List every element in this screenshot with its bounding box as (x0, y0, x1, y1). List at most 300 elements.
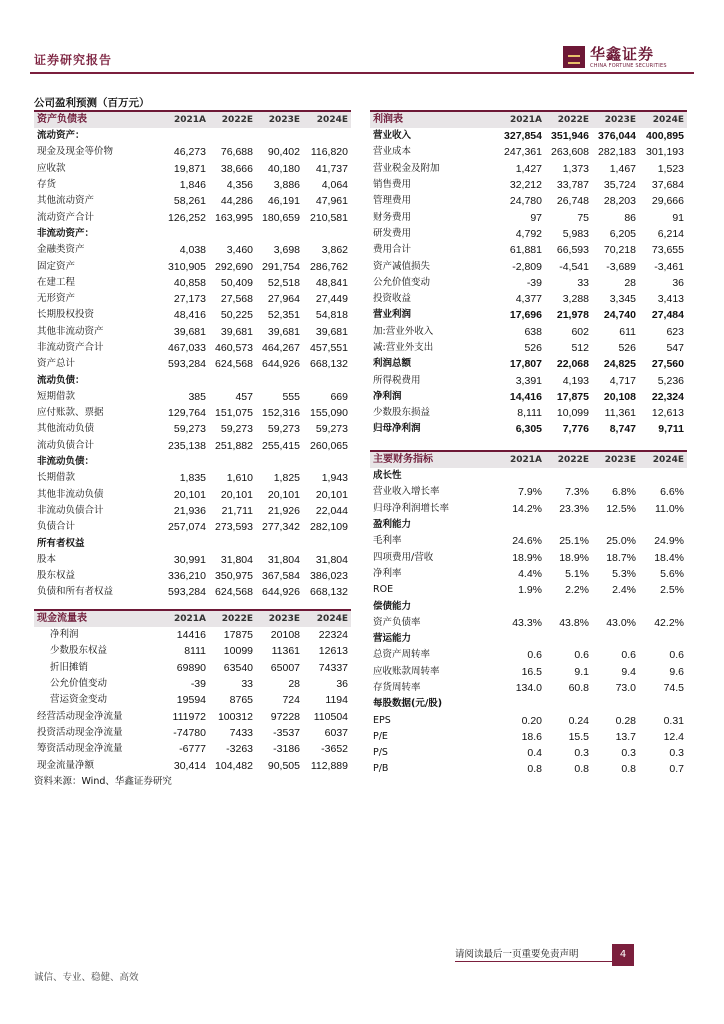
value-cell: 59,273 (220, 423, 253, 436)
table-row (370, 405, 687, 421)
value-cell: 111972 (172, 710, 206, 723)
row-label: 净利润 (373, 390, 402, 402)
value-cell: 59,273 (173, 423, 206, 436)
value-cell: 512 (571, 342, 589, 354)
value-cell: 24,825 (603, 358, 636, 371)
value-cell: 4,038 (179, 244, 206, 257)
value-cell: -3,461 (654, 260, 684, 273)
logo-chinese-name: 华鑫证券 (590, 45, 655, 63)
value-cell: 48,416 (173, 309, 206, 322)
value-cell: 301,193 (646, 146, 684, 159)
value-cell: 21,926 (267, 504, 300, 517)
row-label: 营业成本 (373, 146, 412, 158)
table-title: 主要财务指标 (370, 451, 498, 468)
row-label: 应付账款、票据 (37, 407, 104, 419)
row-label: 营业收入增长率 (373, 486, 440, 498)
year-header: 2023E (256, 610, 303, 627)
value-cell: 0.6 (621, 649, 636, 662)
row-label: 无形资产 (37, 293, 76, 305)
value-cell: 17875 (223, 629, 253, 642)
value-cell: 43.8% (559, 616, 589, 629)
section-label: 营运能力 (373, 633, 412, 645)
table-row (34, 177, 351, 193)
value-cell: 104,482 (215, 759, 253, 772)
table-header-row (370, 451, 687, 468)
value-cell: 39,681 (267, 325, 300, 338)
table-row (34, 324, 351, 340)
value-cell: 31,804 (220, 553, 253, 566)
value-cell (639, 631, 687, 647)
value-cell: 59,273 (267, 423, 300, 436)
table-row (370, 242, 687, 258)
value-cell: 22,044 (315, 504, 348, 517)
year-header: 2022E (209, 610, 256, 627)
value-cell: 27,173 (173, 293, 206, 306)
value-cell: 1,825 (273, 472, 300, 485)
section-label: 所有者权益 (37, 537, 85, 549)
page-number: 4 (612, 944, 634, 966)
value-cell: 11361 (271, 645, 300, 658)
value-cell: 7.3% (565, 486, 589, 499)
value-cell: 20108 (270, 629, 300, 642)
value-cell: 37,684 (651, 179, 684, 192)
value-cell: 27,568 (220, 293, 253, 306)
year-header: 2021A (162, 610, 209, 627)
value-cell: 6,305 (515, 423, 542, 436)
table-row (370, 729, 687, 745)
row-label: 应收款 (37, 162, 66, 174)
row-label: 股本 (37, 553, 57, 565)
table-row (370, 421, 687, 437)
table-row (370, 275, 687, 291)
value-cell: 23.3% (559, 502, 589, 515)
value-cell: 97228 (270, 710, 300, 723)
table-caption: 公司盈利预测（百万元） (34, 97, 150, 109)
value-cell: 4.4% (518, 567, 542, 580)
year-header: 2023E (592, 451, 639, 468)
value-cell: 467,033 (168, 342, 206, 354)
table-header-row (370, 111, 687, 128)
value-cell: 5.1% (565, 567, 589, 580)
table-title: 利润表 (370, 111, 498, 128)
row-label: 现金及现金等价物 (37, 146, 114, 158)
value-cell: 61,881 (509, 244, 542, 257)
value-cell: 644,926 (262, 358, 300, 371)
value-cell: 50,225 (220, 309, 253, 322)
table-row (370, 615, 687, 631)
table-row (370, 647, 687, 663)
table-row (370, 745, 687, 761)
table-row (370, 664, 687, 680)
value-cell: 3,288 (562, 293, 589, 306)
value-cell: 1,523 (657, 162, 684, 175)
value-cell: 611 (619, 325, 636, 338)
value-cell: 5,983 (562, 227, 589, 240)
table-row (34, 291, 351, 307)
table-row (34, 307, 351, 323)
value-cell: 457,551 (310, 342, 348, 354)
logo-mark-icon (563, 46, 585, 68)
value-cell: 0.6 (669, 649, 684, 662)
value-cell (592, 696, 639, 712)
row-label: 公允价值变动 (50, 678, 108, 690)
value-cell: 36 (336, 678, 348, 691)
section-label: 每股数据(元/股) (373, 698, 443, 710)
section-label: 流动负债： (37, 374, 85, 386)
value-cell: 7,776 (562, 423, 589, 436)
row-label: 在建工程 (37, 276, 76, 288)
row-label: 其他非流动负债 (37, 488, 104, 500)
table-row (370, 340, 687, 356)
value-cell: -3263 (226, 743, 253, 756)
table-row (34, 258, 351, 274)
table-row (370, 484, 687, 500)
value-cell: 14416 (176, 629, 206, 642)
value-cell: 90,402 (267, 146, 300, 159)
year-header: 2024E (639, 451, 687, 468)
value-cell: 593,284 (168, 586, 206, 599)
value-cell (303, 128, 351, 144)
table-row (370, 389, 687, 405)
value-cell: 54,818 (315, 309, 348, 322)
row-label: 毛利率 (373, 535, 402, 547)
value-cell: 39,681 (315, 325, 348, 338)
value-cell: 24.9% (654, 535, 684, 548)
value-cell: 91 (672, 211, 684, 224)
value-cell: 10,099 (556, 407, 589, 420)
table-row (370, 566, 687, 582)
value-cell: 27,560 (651, 358, 684, 371)
row-label: 投资收益 (373, 293, 412, 305)
value-cell: 9.1 (574, 665, 589, 678)
value-cell (162, 226, 209, 242)
value-cell (209, 372, 256, 388)
row-label: 长期借款 (37, 472, 76, 484)
year-header: 2024E (303, 111, 351, 128)
value-cell: 70,218 (603, 244, 636, 257)
value-cell: -3652 (321, 743, 348, 756)
table-row (34, 340, 351, 356)
row-label: 研发费用 (373, 227, 412, 239)
table-row (34, 503, 351, 519)
value-cell: 20,101 (315, 488, 348, 501)
value-cell (209, 454, 256, 470)
table-row (370, 631, 687, 647)
table-row (370, 161, 687, 177)
value-cell: 310,905 (168, 260, 206, 273)
value-cell: 8,111 (517, 407, 542, 420)
value-cell: 0.28 (615, 714, 636, 727)
value-cell: 668,132 (310, 358, 348, 371)
report-type-label: 证券研究报告 (34, 53, 113, 67)
value-cell: 32,212 (509, 179, 542, 192)
value-cell: 6.6% (660, 486, 684, 499)
row-label: 长期股权投资 (37, 309, 95, 321)
value-cell: 20,101 (267, 488, 300, 501)
row-label: 管理费用 (373, 195, 412, 207)
value-cell (256, 535, 303, 551)
value-cell: 22324 (318, 629, 348, 642)
value-cell: 386,023 (310, 570, 348, 583)
row-label: 减:营业外支出 (373, 342, 434, 353)
year-header: 2022E (545, 111, 592, 128)
table-row (34, 552, 351, 568)
value-cell: 21,936 (173, 504, 206, 517)
row-label: 股东权益 (37, 570, 76, 582)
value-cell: 17,875 (556, 390, 589, 403)
table-header-row (34, 111, 351, 128)
year-header: 2021A (162, 111, 209, 128)
value-cell: 129,764 (168, 407, 206, 420)
table-row (370, 307, 687, 323)
company-slogan: 诚信、专业、稳健、高效 (34, 972, 139, 983)
table-row (34, 757, 351, 773)
value-cell: 16.5 (521, 665, 542, 678)
value-cell: 464,267 (262, 342, 300, 354)
value-cell (592, 517, 639, 533)
row-label: 少数股东权益 (50, 645, 108, 657)
value-cell: 52,351 (267, 309, 300, 322)
value-cell: 6,214 (657, 227, 684, 240)
value-cell: 42.2% (654, 616, 684, 629)
value-cell: 11,361 (604, 407, 636, 420)
value-cell: 385 (188, 390, 206, 403)
table-row (370, 291, 687, 307)
value-cell: -4,541 (559, 260, 589, 273)
value-cell: 43.3% (512, 616, 542, 629)
value-cell: 623 (666, 325, 684, 338)
value-cell: 25.1% (559, 535, 589, 548)
section-label: 盈利能力 (373, 519, 412, 531)
value-cell: 247,361 (504, 146, 542, 159)
row-label: 费用合计 (373, 244, 412, 256)
value-cell: 0.24 (568, 714, 589, 727)
value-cell: 30,414 (173, 759, 206, 772)
table-row (370, 517, 687, 533)
value-cell: 351,946 (551, 130, 589, 143)
table-row (370, 761, 687, 777)
value-cell: 46,191 (267, 195, 300, 208)
value-cell: 1,467 (609, 162, 636, 175)
row-label: P/E (373, 730, 388, 742)
value-cell: 7.9% (518, 486, 542, 499)
value-cell (639, 696, 687, 712)
value-cell: 277,342 (262, 521, 300, 534)
value-cell: 210,581 (310, 211, 348, 224)
value-cell: -6777 (179, 743, 206, 756)
value-cell (209, 535, 256, 551)
table-row (34, 519, 351, 535)
value-cell: 110504 (313, 710, 348, 723)
value-cell (256, 226, 303, 242)
value-cell: 2.5% (660, 584, 684, 597)
disclaimer-note: 请阅读最后一页重要免责声明 (455, 949, 579, 960)
value-cell: 260,065 (310, 439, 348, 452)
table-header-row (34, 610, 351, 627)
value-cell (162, 535, 209, 551)
row-label: 负债和所有者权益 (37, 586, 114, 598)
table-row (34, 676, 351, 692)
value-cell: 11.0% (655, 502, 684, 515)
value-cell: 31,804 (267, 553, 300, 566)
value-cell (498, 468, 545, 484)
table-row (34, 741, 351, 757)
value-cell: 134.0 (515, 682, 542, 694)
value-cell: 3,345 (609, 293, 636, 306)
value-cell: 43.0% (606, 616, 636, 629)
row-label: 非流动资产合计 (37, 342, 104, 353)
row-label: 少数股东损益 (373, 407, 431, 419)
section-label: 非流动资产： (37, 227, 95, 239)
value-cell: 0.3 (574, 747, 589, 760)
value-cell (592, 631, 639, 647)
value-cell: 38,666 (220, 162, 253, 175)
income-statement-table (370, 110, 687, 438)
value-cell: 33,787 (556, 179, 589, 192)
row-label: 折旧摊销 (50, 661, 89, 673)
value-cell: 273,593 (215, 521, 253, 534)
value-cell: 624,568 (215, 358, 253, 371)
value-cell: 350,975 (215, 570, 253, 583)
table-row (370, 372, 687, 388)
value-cell: 27,964 (267, 293, 300, 306)
table-row (370, 501, 687, 517)
row-label: 资产减值损失 (373, 260, 431, 272)
row-label: 营业收入 (373, 130, 412, 142)
value-cell: 90,505 (267, 759, 300, 772)
value-cell: 20,101 (173, 488, 206, 501)
value-cell: 668,132 (310, 586, 348, 599)
value-cell (639, 598, 687, 614)
value-cell: 28 (288, 678, 300, 691)
table-row (34, 144, 351, 160)
table-row (34, 193, 351, 209)
value-cell: 336,210 (168, 570, 206, 583)
value-cell: 7433 (229, 726, 253, 739)
row-label: ROE (373, 584, 394, 596)
year-header: 2024E (639, 111, 687, 128)
value-cell: 602 (571, 325, 589, 338)
table-row (34, 389, 351, 405)
table-row (370, 356, 687, 372)
value-cell: 29,666 (651, 195, 684, 208)
value-cell: 74337 (318, 661, 348, 674)
value-cell: 3,698 (273, 244, 300, 257)
row-label: 固定资产 (37, 260, 76, 272)
value-cell: -2,809 (512, 260, 542, 273)
value-cell: 2.2% (565, 584, 589, 597)
value-cell: 286,762 (310, 260, 348, 273)
value-cell: 12.4 (663, 730, 684, 743)
value-cell: 36 (672, 276, 684, 289)
row-label: 其他流动资产 (37, 195, 95, 207)
table-row (370, 128, 687, 144)
value-cell: 39,681 (173, 325, 206, 338)
value-cell: 10099 (223, 645, 253, 658)
value-cell: 5.6% (660, 567, 684, 580)
row-label: EPS (373, 714, 391, 726)
row-label: 负债合计 (37, 521, 76, 533)
value-cell (209, 226, 256, 242)
value-cell: 26,748 (556, 195, 589, 208)
value-cell: 1,846 (179, 179, 206, 192)
value-cell: 6037 (324, 726, 348, 739)
value-cell (498, 598, 545, 614)
table-row (34, 421, 351, 437)
value-cell: 593,284 (168, 358, 206, 371)
row-label: 公允价值变动 (373, 276, 431, 288)
value-cell: 18.4% (654, 551, 684, 564)
table-row (370, 680, 687, 696)
value-cell: 40,858 (173, 276, 206, 289)
value-cell: 282,109 (310, 521, 348, 534)
value-cell: 327,854 (504, 130, 542, 143)
table-row (34, 356, 351, 372)
value-cell: 6,205 (609, 227, 636, 240)
value-cell: 9.4 (621, 665, 636, 678)
value-cell: 0.8 (574, 763, 589, 776)
value-cell: 24,740 (603, 309, 636, 322)
value-cell: 20,108 (603, 390, 636, 403)
table-row (370, 209, 687, 225)
value-cell: 251,882 (215, 439, 253, 452)
value-cell: 15.5 (568, 730, 589, 743)
value-cell: 1,373 (562, 162, 589, 175)
value-cell: 14.2% (512, 502, 542, 515)
value-cell: -74780 (173, 726, 206, 739)
row-label: 筹资活动现金净流量 (37, 743, 123, 755)
table-row (370, 549, 687, 565)
value-cell: 644,926 (262, 586, 300, 599)
value-cell: 19,871 (173, 162, 206, 175)
table-row (34, 438, 351, 454)
value-cell: 457 (235, 390, 253, 403)
value-cell: 60.8 (568, 682, 589, 694)
table-row (34, 535, 351, 551)
value-cell: 44,286 (220, 195, 253, 208)
value-cell: 5,236 (657, 374, 684, 387)
value-cell: 460,573 (215, 342, 253, 354)
table-row (370, 144, 687, 160)
value-cell (303, 454, 351, 470)
row-label: 非流动负债合计 (37, 504, 104, 516)
row-label: 加:营业外收入 (373, 325, 434, 337)
value-cell: 367,584 (262, 570, 300, 583)
year-header: 2023E (592, 111, 639, 128)
value-cell: 8,747 (609, 423, 636, 436)
value-cell: 0.31 (663, 714, 684, 727)
value-cell: 1,427 (515, 162, 542, 175)
value-cell: 116,820 (310, 146, 348, 159)
row-label: 四项费用/营收 (373, 551, 434, 563)
value-cell: 30,991 (173, 553, 206, 566)
value-cell: 638 (524, 325, 542, 338)
row-label: 现金流量净额 (37, 759, 95, 771)
row-label: 金融类资产 (37, 244, 85, 256)
value-cell: 12613 (318, 645, 348, 658)
value-cell: 13.7 (615, 730, 636, 743)
row-label: 销售费用 (373, 179, 412, 191)
row-label: 资产总计 (37, 358, 76, 370)
value-cell: 0.8 (527, 763, 542, 776)
value-cell: 18.9% (512, 551, 542, 564)
value-cell: 24,780 (509, 195, 542, 208)
value-cell: 74.5 (663, 682, 684, 694)
table-row (34, 454, 351, 470)
row-label: 净利率 (373, 567, 402, 579)
value-cell: 3,886 (273, 179, 300, 192)
value-cell: 3,862 (321, 244, 348, 257)
